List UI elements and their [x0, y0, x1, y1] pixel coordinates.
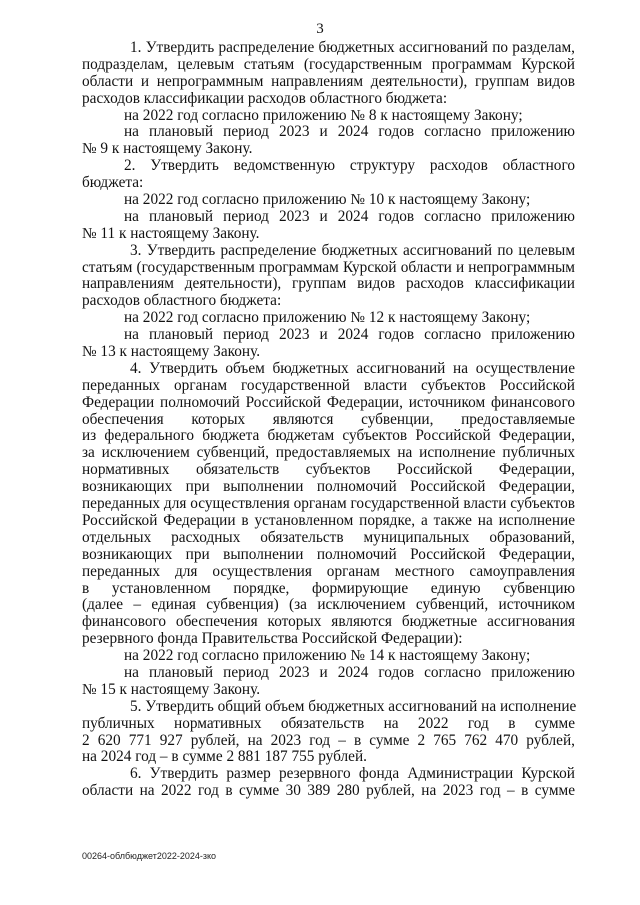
text-line: статьям (государственным программам Курской области и непрограммным — [82, 258, 575, 276]
text-line: на 2022 год согласно приложению № 8 к настоящему Закону; — [124, 106, 523, 124]
text-line: 2 620 771 927 рублей, на 2023 год – в сумме 2 765 762 470 рублей, — [82, 731, 575, 749]
document-body — [82, 40, 575, 800]
text-line: 3. Утвердить распределение бюджетных ассигнований по целевым — [130, 241, 575, 259]
text-line: 2. Утвердить ведомственную структуру расходов областного — [124, 157, 575, 175]
text-line: бюджета: — [82, 174, 144, 192]
text-line: № 15 к настоящему Закону. — [82, 680, 261, 698]
text-line: № 13 к настоящему Закону. — [82, 343, 261, 361]
page-number: 3 — [316, 21, 324, 37]
text-line: на 2022 год согласно приложению № 14 к настоящему Закону; — [124, 647, 531, 665]
text-line: 4. Утвердить объем бюджетных ассигнований на осуществление — [130, 359, 575, 377]
text-line: из федерального бюджета бюджетам субъектов Российской Федерации, — [82, 427, 575, 445]
text-line: на 2022 год согласно приложению № 10 к настоящему Закону; — [124, 191, 531, 209]
text-line: 1. Утвердить распределение бюджетных ассигнований по разделам, — [130, 39, 575, 56]
text-line: возникающих при выполнении полномочий Российской Федерации, — [82, 545, 575, 563]
text-line: области на 2022 год в сумме 30 389 280 рублей, на 2023 год – в сумме — [82, 782, 575, 800]
text-line: направлениям деятельности), группам видов расходов классификации — [82, 275, 575, 293]
text-line: 5. Утвердить общий объем бюджетных ассигнований на исполнение — [130, 697, 577, 715]
text-line: на 2024 год – в сумме 2 881 187 755 рублей. — [82, 748, 367, 766]
text-line: возникающих при выполнении полномочий Российской Федерации, — [82, 478, 575, 496]
text-line: нормативных обязательств субъектов Российской Федерации, — [82, 461, 575, 479]
text-line: переданных для осуществления органам местного самоуправления — [82, 562, 575, 580]
text-line: № 11 к настоящему Закону. — [82, 224, 260, 242]
text-line: на плановый период 2023 и 2024 годов согласно приложению — [124, 207, 575, 225]
text-line: расходов областного бюджета: — [82, 292, 282, 310]
text-line: Российской Федерации в установленном порядке, а также на исполнение — [82, 511, 575, 529]
text-line: области и непрограммным направлениям деятельности), группам видов — [82, 72, 575, 90]
text-line: (далее – единая субвенция) (за исключением субвенций, источником — [82, 596, 575, 614]
text-line: обеспечения которых являются субвенции, предоставляемые — [82, 410, 575, 428]
text-line: в установленном порядке, формирующие единую субвенцию — [82, 579, 575, 597]
text-line: № 9 к настоящему Закону. — [82, 140, 253, 158]
text-line: 6. Утвердить размер резервного фонда Администрации Курской — [130, 765, 575, 783]
text-line: переданных органам государственной власти субъектов Российской — [82, 376, 575, 394]
text-line: финансового обеспечения которых являются бюджетные ассигнования — [82, 613, 575, 631]
text-line: на плановый период 2023 и 2024 годов согласно приложению — [124, 123, 575, 141]
text-line: Федерации полномочий Российской Федерации, источником финансового — [82, 393, 575, 411]
text-line: за исключением субвенций, предоставляемых на исполнение публичных — [82, 444, 575, 462]
text-line: публичных нормативных обязательств на 2022 год в сумме — [82, 714, 575, 732]
text-line: расходов классификации расходов областного бюджета: — [82, 89, 448, 107]
text-line: переданных для осуществления органам государственной власти субъектов — [82, 495, 575, 513]
text-line: резервного фонда Правительства Российской Федерации): — [82, 630, 463, 648]
text-line: отдельных расходных обязательств муниципальных образований, — [82, 528, 575, 546]
footer-file-code: 00264-облбюджет2022-2024-зко — [82, 851, 217, 861]
text-line: на 2022 год согласно приложению № 12 к настоящему Закону; — [124, 309, 531, 327]
text-line: подразделам, целевым статьям (государственным программам Курской — [82, 55, 575, 73]
text-line: на плановый период 2023 и 2024 годов согласно приложению — [124, 663, 575, 681]
text-line: на плановый период 2023 и 2024 годов согласно приложению — [124, 326, 575, 344]
